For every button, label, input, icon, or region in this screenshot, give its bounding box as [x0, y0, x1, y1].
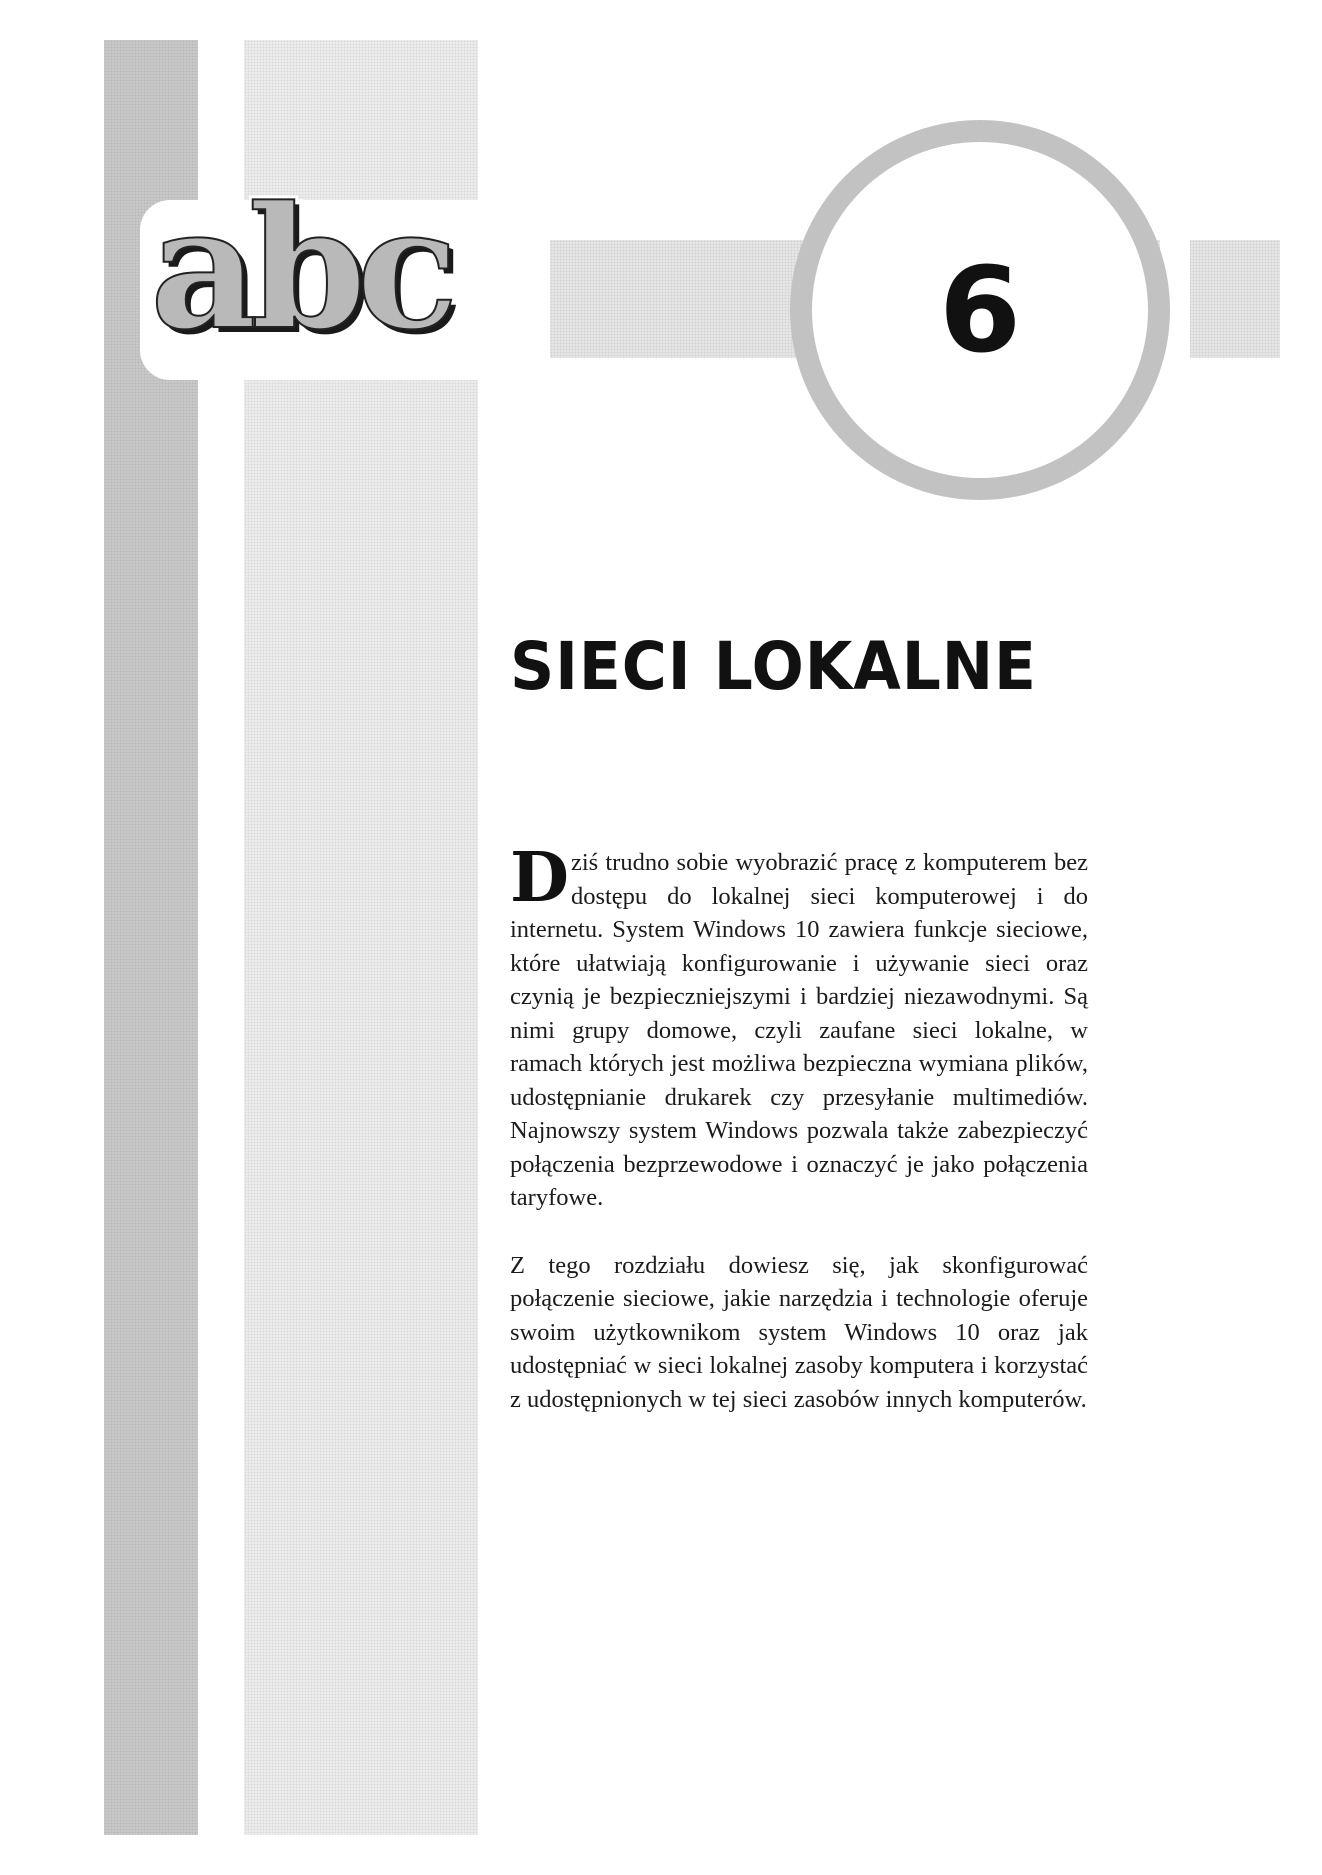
intro-paragraph-2: Z tego rozdziału dowiesz się, jak skonfigurować połączenie sieciowe, jakie narzędzia i technologie oferuje swoim użytkownikom system Windows 10 oraz jak udostępniać w sieci lokalnej zasoby komputera i korzystać z udostępnionych w tej sieci zasobów innych komputerów. — [510, 1251, 1088, 1413]
intro-paragraph-1 — [510, 838, 1088, 1215]
intro-text — [510, 838, 1088, 1450]
intro-paragraph-1-text: ziś trudno sobie wyobrazić pracę z komputerem bez dostępu do lokalnej sieci komputerowej i do internetu. System Windows 10 zawiera funkcje sieciowe, które ułatwiają konfigurowanie i używanie sieci oraz czynią je bezpieczniejszymi i bardziej niezawodnymi. Są nimi grupy domowe, czyli zaufane sieci lokalne, w ramach których jest możliwa bezpieczna wymiana plików, udostępnianie drukarek czy przesyłanie multimediów. Najnowszy system Windows pozwala także zabezpieczyć połączenia bezprzewodowe i oznaczyć je jako połączenia taryfowe. — [510, 849, 1088, 1211]
abc-logo: abc — [150, 169, 449, 367]
drop-cap: D — [510, 838, 569, 918]
chapter-number: 6 — [938, 241, 1022, 379]
chapter-title: SIECI LOKALNE — [510, 628, 1037, 705]
